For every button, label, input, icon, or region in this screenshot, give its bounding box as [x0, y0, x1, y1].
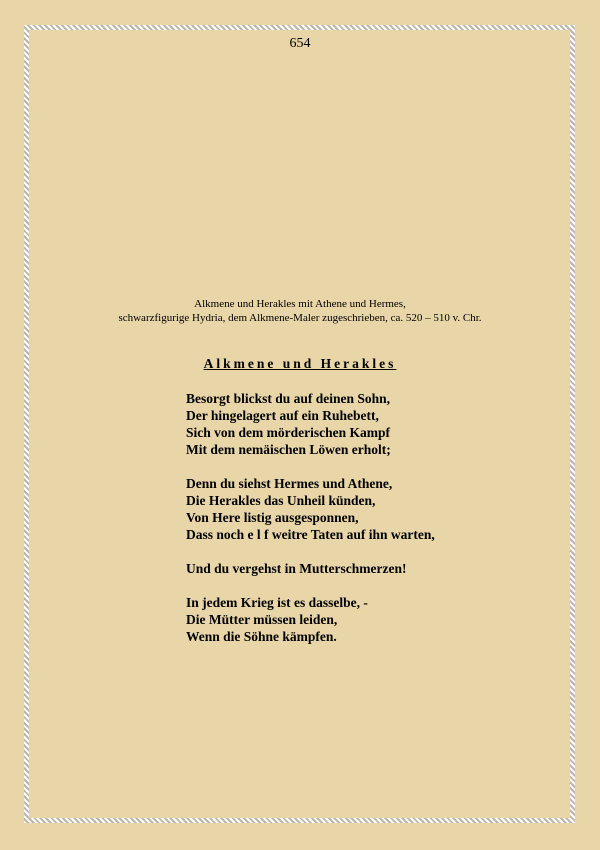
stanza-1 — [186, 390, 576, 458]
poem-line: Besorgt blickst du auf deinen Sohn, — [186, 391, 391, 406]
poem-body — [186, 390, 576, 662]
stanza-3 — [186, 560, 576, 577]
poem-line: Denn du siehst Hermes und Athene, — [186, 476, 393, 491]
caption-line-2: schwarzfigurige Hydria, dem Alkmene-Maler zugeschrieben, ca. 520 – 510 v. Chr. — [118, 312, 482, 324]
poem-line: Die Herakles das Unheil künden, — [186, 493, 376, 508]
page-number: 654 — [289, 36, 311, 51]
poem-line: Von Here listig ausgesponnen, — [186, 510, 359, 525]
poem-line: Der hingelagert auf ein Ruhebett, — [186, 408, 379, 423]
poem-line: Wenn die Söhne kämpfen. — [186, 629, 337, 644]
caption-line-1: Alkmene und Herakles mit Athene und Hermes, — [194, 298, 406, 310]
poem-line: Die Mütter müssen leiden, — [186, 612, 338, 627]
poem-line: Und du vergehst in Mutterschmerzen! — [186, 561, 407, 576]
poem-title: Alkmene und Herakles — [203, 356, 397, 371]
stanza-2 — [186, 475, 576, 543]
poem-line: Mit dem nemäischen Löwen erholt; — [186, 442, 391, 457]
poem-line: Dass noch e l f weitre Taten auf ihn warten, — [186, 527, 435, 542]
stanza-4 — [186, 594, 576, 645]
poem-line: In jedem Krieg ist es dasselbe, - — [186, 595, 368, 610]
image-caption — [0, 297, 600, 325]
poem-line: Sich von dem mörderischen Kampf — [186, 425, 390, 440]
